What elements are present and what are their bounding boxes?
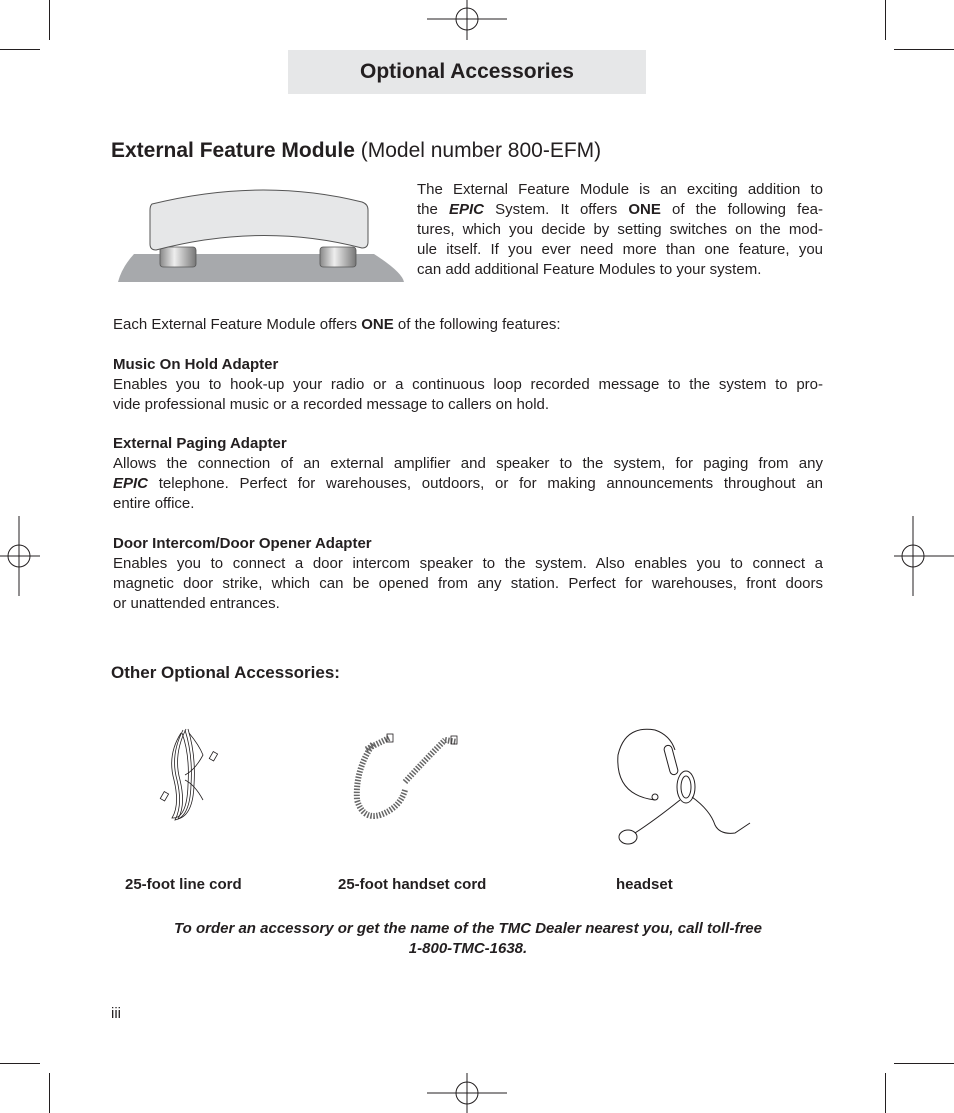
- text-segment: Allows the connection of an external amplifier and speaker to the system, for paging from any: [113, 455, 823, 472]
- text-segment: can add additional Feature Modules to your system.: [417, 261, 762, 278]
- text-line: [417, 240, 823, 260]
- text-segment: magnetic door strike, which can be opened from any station. Perfect for warehouses, front doors: [113, 575, 823, 592]
- text-line: [113, 554, 823, 574]
- line-cord-image: [155, 725, 225, 825]
- text-line: [113, 454, 823, 474]
- text-line: [113, 375, 823, 395]
- accessory-caption: 25-foot line cord: [125, 876, 242, 893]
- feature-description: [113, 375, 823, 415]
- feature-description: [113, 554, 823, 614]
- module-intro: [417, 180, 823, 280]
- other-accessories-heading: Other Optional Accessories:: [111, 663, 340, 682]
- text-line: [417, 220, 823, 240]
- emphasis-text: EPIC: [449, 201, 485, 218]
- page-title: Optional Accessories: [288, 50, 646, 94]
- module-offers-text: [113, 315, 823, 335]
- text-line: [113, 315, 823, 335]
- text-line: [417, 180, 823, 200]
- emphasis-text: EPIC: [113, 475, 149, 492]
- text-segment: Enables you to connect a door intercom speaker to the system. Also enables you to connect a: [113, 555, 823, 572]
- section-heading: [111, 139, 601, 163]
- feature-music-on-hold: [113, 355, 823, 415]
- text-line: [417, 200, 823, 220]
- text-segment: Each External Feature Module offers: [113, 316, 362, 333]
- headset-image: [610, 725, 755, 850]
- accessory-caption: 25-foot handset cord: [338, 876, 487, 893]
- text-segment: System. It offers: [484, 201, 629, 218]
- text-segment: vide professional music or a recorded message to callers on hold.: [113, 396, 550, 413]
- feature-description: [113, 454, 823, 514]
- text-segment: tures, which you decide by setting switches on the mod-: [417, 221, 823, 238]
- text-segment: entire office.: [113, 495, 195, 512]
- text-line: [417, 260, 823, 280]
- feature-title: Music On Hold Adapter: [113, 356, 279, 373]
- feature-module-image: [112, 182, 412, 288]
- text-line: [113, 574, 823, 594]
- emphasis-text: ONE: [628, 201, 661, 218]
- handset-cord-image: [345, 730, 465, 825]
- text-segment: of the following features:: [393, 316, 561, 333]
- text-line: [113, 494, 823, 514]
- order-line-1: To order an accessory or get the name of the TMC Dealer nearest you, call toll-free: [174, 920, 762, 937]
- emphasis-text: ONE: [361, 316, 394, 333]
- text-segment: telephone. Perfect for warehouses, outdoors, or for making announcements throughout an: [148, 475, 823, 492]
- text-line: [113, 395, 823, 415]
- text-segment: or unattended entrances.: [113, 595, 280, 612]
- feature-external-paging: [113, 434, 823, 514]
- text-segment: Enables you to hook-up your radio or a continuous loop recorded message to the system to pro-: [113, 376, 823, 393]
- text-line: [113, 594, 823, 614]
- text-segment: The External Feature Module is an exciting addition to: [417, 181, 823, 198]
- feature-title: Door Intercom/Door Opener Adapter: [113, 535, 372, 552]
- text-segment: of the following fea-: [660, 201, 823, 218]
- feature-door-intercom: [113, 534, 823, 614]
- heading-model: (Model number 800-EFM): [354, 139, 602, 162]
- heading-bold: External Feature Module: [111, 139, 355, 162]
- text-segment: the: [417, 201, 449, 218]
- page-number: iii: [111, 1005, 121, 1022]
- order-phone: 1-800-TMC-1638.: [408, 940, 528, 957]
- text-line: [113, 474, 823, 494]
- feature-title: External Paging Adapter: [113, 435, 287, 452]
- text-segment: ule itself. If you ever need more than one feature, you: [417, 241, 823, 258]
- order-info: [113, 919, 823, 959]
- accessory-caption: headset: [616, 876, 673, 893]
